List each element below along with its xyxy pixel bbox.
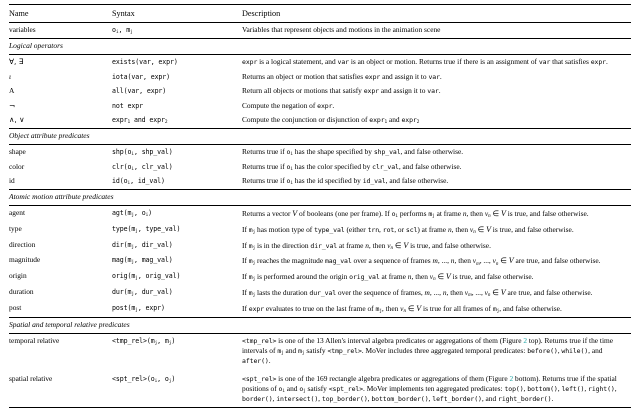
row-name-iota: ι [9, 71, 12, 81]
row-name-variables: variables [9, 25, 36, 35]
section-label: Spatial and temporal relative predicates [9, 320, 130, 330]
table-row [9, 334, 631, 369]
row-description-not: Compute the negation of expr. [242, 100, 335, 110]
row-syntax-exists: exists(var, expr) [112, 57, 178, 66]
row-description-iota: Returns an object or motion that satisfies expr and assign it to var. [242, 71, 442, 81]
row-syntax-orig: $orig(m_j$, orig_val) [112, 272, 181, 282]
row-description-mag: If $m_j$ reaches the magnitude mag_val over a sequence of frames m, ..., n, then $v_m$, ..., $v_n$ ∈ V are true, and false otherwise. [242, 256, 601, 267]
section-label: Object attribute predicates [9, 131, 90, 141]
table-row [9, 174, 631, 189]
spec-table-container [9, 0, 631, 408]
row-description-dur: If $m_j$ lasts the duration dur_val over the sequence of frames, m, ..., n, then $v_m$, ..., $v_n$ ∈ V are true, and false otherwise. [242, 288, 593, 299]
row-name-not: ¬ [9, 100, 16, 110]
row-description-clr: Returns true if $o_i$ has the color specified by clr_val, and false otherwise. [242, 161, 462, 172]
row-name-shape: shape [9, 147, 26, 156]
row-description-agt: Returns a vector V of booleans (one per frame). If $o_i$ performs $m_j$ at frame n, then $v_n$ ∈ V is true, and false otherwise. [242, 208, 589, 219]
section-label: Logical operators [9, 40, 63, 50]
row-name-direction: direction [9, 239, 36, 249]
row-description-post: If expr evaluates to true on the last frame of $m_j$, then $v_n$ ∈ V is true for all frames of $m_j$, and false otherwise. [242, 303, 562, 315]
row-syntax-and: expr$_1$ and expr$_2$ [112, 116, 168, 126]
section-header-atomic-motion-attribute-predicates [9, 190, 631, 205]
table-row [9, 285, 631, 301]
table-row [9, 206, 631, 222]
row-name-spatial-relative: spatial relative [9, 373, 53, 383]
row-syntax-all: all(var, expr) [112, 87, 167, 96]
row-syntax-mag: $mag(m_j$, mag_val) [112, 256, 173, 266]
row-description-variables: Variables that represent objects and motions in the animation scene [242, 25, 441, 35]
row-description-spt-rel: <spt_rel> is one of the 169 rectangle algebra predicates or aggregations of them (Figure 2 bottom). Returns true if the spatial positions of $o_i$ and $o_j$ satisfy <spt_rel>. MoVer implements ten aggregated predicates: top(), bottom(), left(), right(), border(), intersect(), top_border(), bottom_border(), left_border(), and right_border(). [242, 373, 617, 404]
row-syntax-clr: $clr(o_i$, clr_val) [112, 162, 173, 172]
table-row [9, 269, 631, 285]
row-description-exists: expr is a logical statement, and var is an object or motion. Returns true if there is an assignment of var that satisfies expr. [242, 56, 608, 66]
figure-reference-link[interactable]: 2 [523, 335, 528, 345]
predicate-specification-table [9, 4, 631, 408]
table-header-row [9, 5, 631, 22]
table-row [9, 237, 631, 253]
table-row [9, 23, 631, 38]
row-name-all: A [9, 86, 15, 96]
row-name-forall-exists: ∀, ∃ [9, 56, 24, 66]
row-description-shp: Returns true if $o_i$ has the shape specified by shp_val, and false otherwise. [242, 147, 464, 157]
table-row [9, 222, 631, 238]
table-row [9, 113, 631, 128]
row-name-duration: duration [9, 287, 34, 297]
row-description-orig: If $m_j$ is performed around the origin orig_val at frame n, then $v_n$ ∈ V is true, and false otherwise. [242, 272, 534, 283]
row-name-color: color [9, 161, 25, 171]
row-description-tmp-rel: <tmp_rel> is one of the 13 Allen's interval algebra predicates or aggregations of them (Figure 2 top). Returns true if the time intervals of $m_j$ and $m_j$ satisfy <tmp_rel>. MoVer includes three aggregated temporal predicates: before(), while(), and after(). [242, 335, 614, 366]
row-name-id: id [9, 176, 15, 186]
row-syntax-type: $type(m_j$, type_val) [112, 224, 181, 234]
row-description-type: If $m_j$ has motion type of type_val (either trn, rot, or scl) at frame n, then $v_n$ ∈ V is true, and false otherwise. [242, 224, 574, 235]
table-row [9, 145, 631, 160]
row-name-post: post [9, 302, 22, 312]
row-syntax-tmp-rel: $<tmp\_rel>(m_j$, $m_j$) [112, 336, 176, 346]
table-row [9, 253, 631, 269]
row-syntax-dur: $dur(m_j$, dur_val) [112, 288, 173, 298]
row-name-magnitude: magnitude [9, 255, 41, 265]
row-description-dir: If $m_j$ is in the direction dir_val at frame n, then $v_n$ ∈ V is true, and false otherwise. [242, 240, 491, 251]
section-label: Atomic motion attribute predicates [9, 191, 114, 201]
section-header-object-attribute-predicates [9, 129, 631, 144]
table-row [9, 159, 631, 174]
row-name-agent: agent [9, 207, 26, 217]
row-syntax-shp: $shp(o_i$, shp_val) [112, 148, 173, 157]
figure-reference-link[interactable]: 2 [509, 373, 514, 383]
table-row [9, 84, 631, 99]
row-description-id: Returns true if $o_i$ has the id specified by id_val, and false otherwise. [242, 176, 449, 187]
table-row [9, 372, 631, 407]
row-syntax-not: not expr [112, 101, 143, 110]
column-header-description: Description [242, 8, 281, 18]
row-syntax-iota: iota(var, expr) [112, 72, 171, 81]
table-row [9, 99, 631, 114]
column-header-syntax: Syntax [112, 8, 135, 18]
section-header-logical-operators [9, 39, 631, 54]
row-syntax-variables: $o_i$, $m_j$ [112, 26, 133, 36]
row-syntax-post: $post(m_j$, expr) [112, 303, 165, 313]
row-description-all: Return all objects or motions that satisfy expr and assign it to var. [242, 86, 441, 96]
section-header-spatial-temporal-relative-predicates [9, 318, 631, 333]
row-name-temporal-relative: temporal relative [9, 335, 60, 345]
table-row [9, 55, 631, 70]
row-syntax-id: $id(o_i$, id_val) [112, 177, 165, 187]
column-header-name: Name [9, 8, 29, 18]
row-syntax-spt-rel: $<spt\_rel>(o_i$, $o_j$) [112, 374, 176, 384]
row-description-and: Compute the conjunction or disjunction of expr$_1$ and expr$_2$ [242, 115, 420, 126]
row-name-and-or: ∧, ∨ [9, 115, 25, 125]
row-name-origin: origin [9, 271, 27, 281]
table-row [9, 301, 631, 317]
row-name-type: type [9, 223, 22, 233]
table-rule-bottom [9, 407, 631, 408]
table-row [9, 69, 631, 84]
row-syntax-agt: $agt(m_j$, $o_i$) [112, 208, 153, 218]
row-syntax-dir: $dir(m_j$, dir_val) [112, 240, 173, 250]
